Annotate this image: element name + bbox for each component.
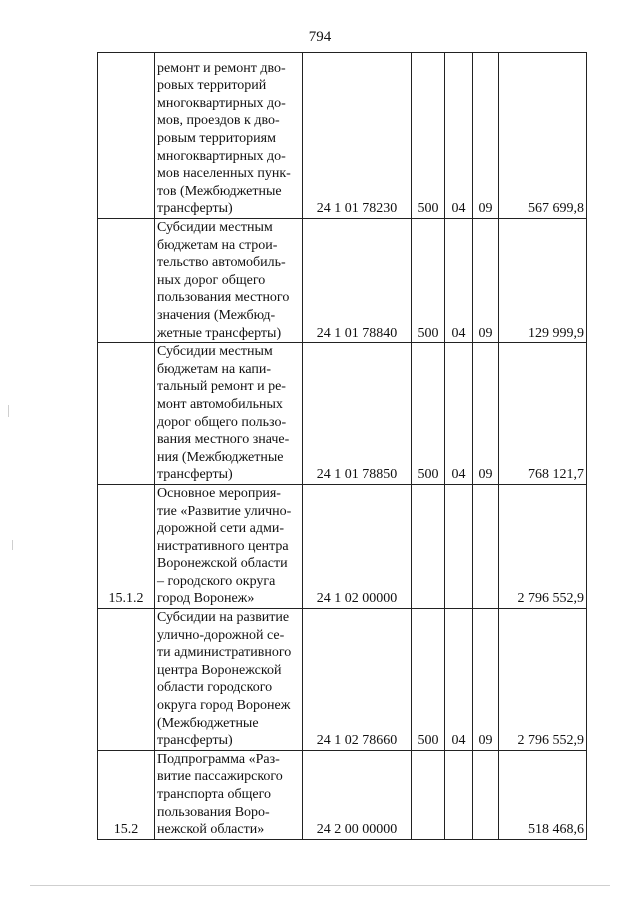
table-row	[98, 343, 587, 485]
section-code	[445, 484, 473, 608]
subsection-code: 09	[473, 609, 499, 751]
row-number: 15.1.2	[98, 484, 155, 608]
budget-classification-code: 24 1 02 00000	[303, 484, 412, 608]
subsection-code: 09	[473, 343, 499, 485]
table-row	[98, 609, 587, 751]
row-description: Подпрограмма «Раз- витие пассажирского транспорта общего пользования Воро- нежской области»	[155, 750, 303, 839]
table-row	[98, 219, 587, 343]
budget-classification-code: 24 1 01 78840	[303, 219, 412, 343]
section-code: 04	[445, 609, 473, 751]
scan-artifact	[30, 885, 610, 886]
section-code: 04	[445, 343, 473, 485]
table-row	[98, 484, 587, 608]
table-row	[98, 53, 587, 219]
table-row	[98, 750, 587, 839]
budget-table	[97, 52, 587, 840]
row-description: Субсидии на развитие улично-дорожной се- ти административного центра Воронежской области городского округа город Воронеж (Межбюджетные трансферты)	[155, 609, 303, 751]
row-description: Субсидии местным бюджетам на капи- тальный ремонт и ре- монт автомобильных дорог общего пользо- вания местного значе- ния (Межбюджетные трансферты)	[155, 343, 303, 485]
subsection-code	[473, 750, 499, 839]
section-code	[445, 750, 473, 839]
budget-classification-code: 24 1 01 78230	[303, 53, 412, 219]
amount: 768 121,7	[499, 343, 587, 485]
row-number	[98, 53, 155, 219]
expense-type-code	[412, 750, 445, 839]
subsection-code	[473, 484, 499, 608]
amount: 2 796 552,9	[499, 484, 587, 608]
page-number: 794	[308, 29, 332, 45]
row-number	[98, 219, 155, 343]
expense-type-code: 500	[412, 219, 445, 343]
subsection-code: 09	[473, 219, 499, 343]
row-number	[98, 343, 155, 485]
amount: 518 468,6	[499, 750, 587, 839]
expense-type-code: 500	[412, 53, 445, 219]
expense-type-code	[412, 484, 445, 608]
row-description: Основное мероприя- тие «Развитие улично- дорожной сети адми- нистративного центра Воронежской области – городского округа город Воронеж»	[155, 484, 303, 608]
expense-type-code: 500	[412, 343, 445, 485]
subsection-code: 09	[473, 53, 499, 219]
scan-artifact	[12, 540, 13, 550]
row-description: ремонт и ремонт дво- ровых территорий многоквартирных до- мов, проездов к дво- ровым территориям многоквартирных до- мов населенных пунк- тов (Межбюджетные трансферты)	[155, 53, 303, 219]
expense-type-code: 500	[412, 609, 445, 751]
budget-classification-code: 24 1 02 78660	[303, 609, 412, 751]
section-code: 04	[445, 219, 473, 343]
row-number: 15.2	[98, 750, 155, 839]
row-description: Субсидии местным бюджетам на строи- тельство автомобиль- ных дорог общего пользования местного значения (Межбюд- жетные трансферты)	[155, 219, 303, 343]
budget-classification-code: 24 1 01 78850	[303, 343, 412, 485]
row-number	[98, 609, 155, 751]
section-code: 04	[445, 53, 473, 219]
amount: 567 699,8	[499, 53, 587, 219]
amount: 129 999,9	[499, 219, 587, 343]
amount: 2 796 552,9	[499, 609, 587, 751]
scan-artifact	[8, 405, 9, 417]
budget-classification-code: 24 2 00 00000	[303, 750, 412, 839]
